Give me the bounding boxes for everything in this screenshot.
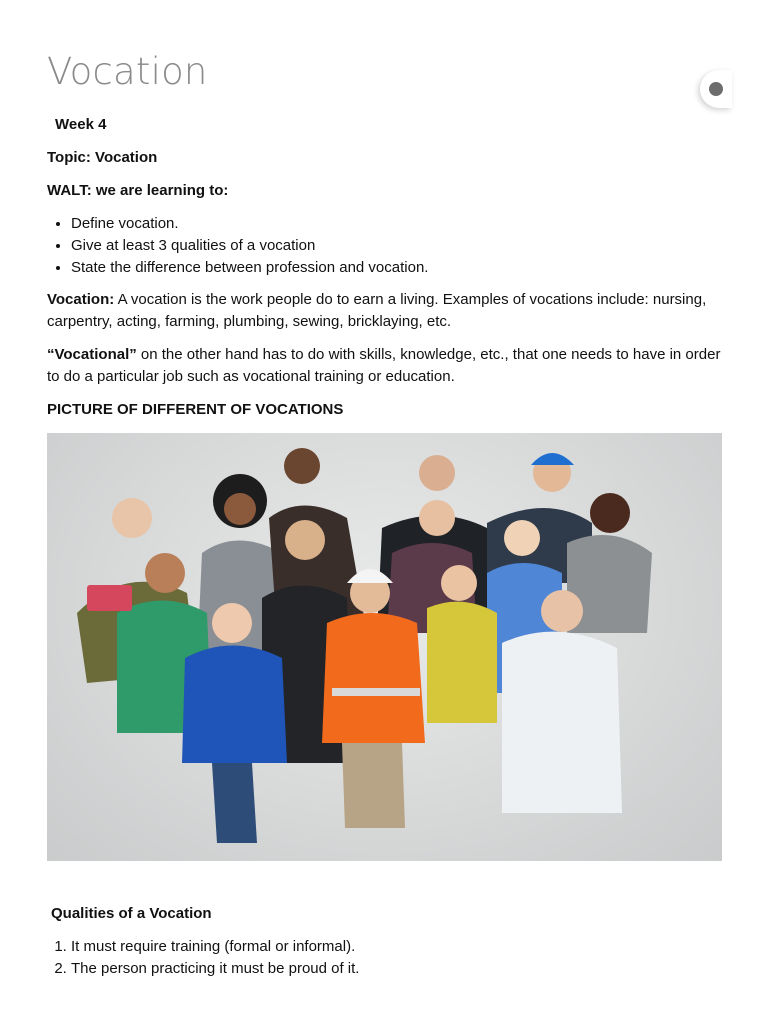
vocational-term: “Vocational” (47, 346, 137, 363)
picture-heading: PICTURE OF DIFFERENT OF VOCATIONS (47, 401, 344, 418)
qualities-list (47, 936, 359, 980)
list-item: 1. It must require training (formal or informal). (71, 936, 359, 958)
page-title: Vocation (47, 50, 208, 93)
list-item: • Define vocation. (71, 213, 428, 235)
list-item: 2. The person practicing it must be proud of it. (71, 958, 359, 980)
list-item: • State the difference between profession and vocation. (71, 257, 428, 279)
walt-label: WALT: we are learning to: (47, 182, 229, 199)
vocation-term: Vocation: (47, 291, 115, 308)
topic-label: Topic: Vocation (47, 149, 158, 166)
objectives-list (47, 213, 428, 279)
vocational-definition (47, 344, 722, 388)
qualities-heading: Qualities of a Vocation (51, 905, 212, 922)
group-illustration (47, 433, 722, 861)
vocation-text: A vocation is the work people do to earn a living. Examples of vocations include: nursing, carpentry, acting, farming, plumbing, sewing, bricklaying, etc. (47, 291, 707, 330)
vocations-group-photo (47, 433, 722, 861)
list-item: • Give at least 3 qualities of a vocation (71, 235, 428, 257)
vocation-definition (47, 289, 722, 333)
week-label: Week 4 (55, 116, 107, 133)
vocational-text: on the other hand has to do with skills, knowledge, etc., that one needs to have in order to do a particular job such as vocational training or education. (47, 346, 721, 385)
share-button[interactable] (700, 70, 732, 108)
share-icon (709, 82, 723, 96)
